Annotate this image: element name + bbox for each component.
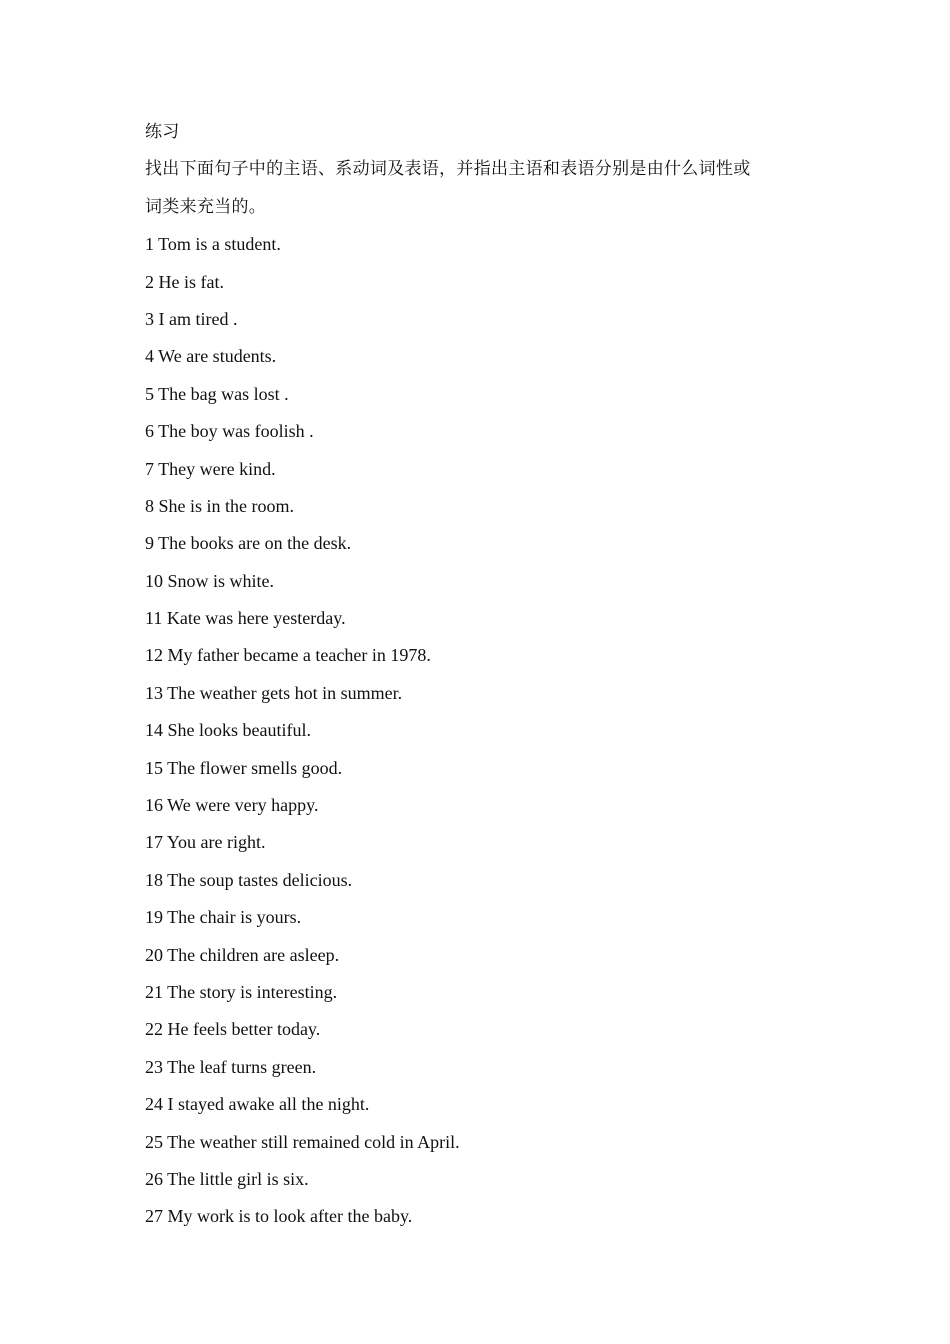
- exercise-item: 3 I am tired .: [145, 308, 238, 329]
- exercise-item: 2 He is fat.: [145, 271, 224, 292]
- exercise-item: 17 You are right.: [145, 832, 266, 853]
- exercise-item: 13 The weather gets hot in summer.: [145, 682, 403, 703]
- exercise-item: 11 Kate was here yesterday.: [145, 608, 346, 629]
- exercise-item: 22 He feels better today.: [145, 1019, 321, 1040]
- exercise-item: 7 They were kind.: [145, 458, 276, 479]
- exercise-item: 9 The books are on the desk.: [145, 533, 352, 554]
- exercise-item: 14 She looks beautiful.: [145, 720, 311, 741]
- instruction-line-2: 词类来充当的。: [145, 196, 267, 217]
- exercise-item: 27 My work is to look after the baby.: [145, 1206, 413, 1227]
- document-content: [145, 114, 815, 1236]
- exercise-item: 8 She is in the room.: [145, 495, 294, 516]
- exercise-item: 20 The children are asleep.: [145, 944, 340, 965]
- exercise-item: 25 The weather still remained cold in April.: [145, 1131, 460, 1152]
- exercise-heading: 练习: [145, 122, 180, 142]
- exercise-item: 5 The bag was lost .: [145, 383, 289, 404]
- exercise-item: 10 Snow is white.: [145, 570, 275, 591]
- exercise-item: 16 We were very happy.: [145, 795, 319, 816]
- exercise-item: 18 The soup tastes delicious.: [145, 869, 353, 890]
- exercise-item: 12 My father became a teacher in 1978.: [145, 645, 431, 666]
- exercise-item: 1 Tom is a student.: [145, 234, 281, 255]
- exercise-item: 24 I stayed awake all the night.: [145, 1094, 370, 1115]
- exercise-item: 19 The chair is yours.: [145, 907, 302, 928]
- exercise-list: [145, 226, 815, 1236]
- exercise-item: 21 The story is interesting.: [145, 981, 338, 1002]
- exercise-item: 4 We are students.: [145, 346, 277, 367]
- exercise-item: 6 The boy was foolish .: [145, 421, 314, 442]
- instruction-line-1: 找出下面句子中的主语、系动词及表语，并指出主语和表语分别是由什么词性或: [145, 159, 751, 180]
- exercise-item: 26 The little girl is six.: [145, 1168, 309, 1189]
- exercise-item: 23 The leaf turns green.: [145, 1056, 317, 1077]
- exercise-item: 15 The flower smells good.: [145, 757, 343, 778]
